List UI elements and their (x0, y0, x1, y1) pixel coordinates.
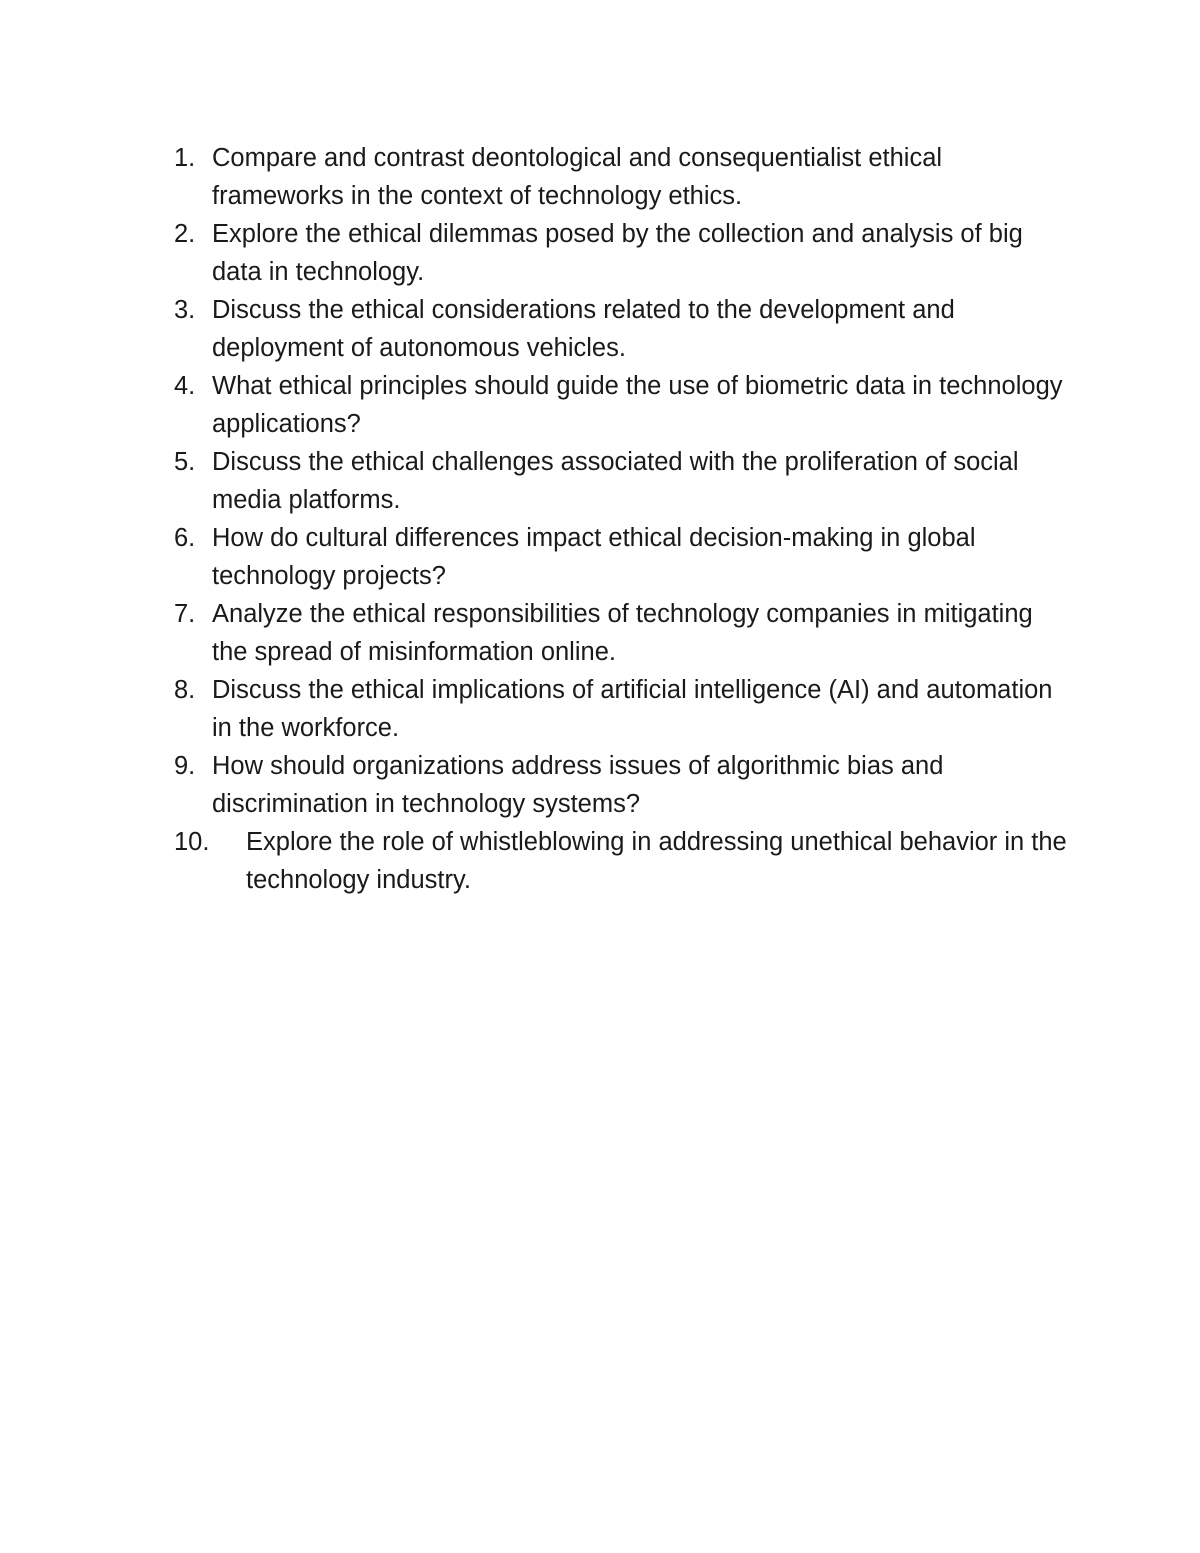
list-item-text: Discuss the ethical implications of artificial intelligence (AI) and automation in the workforce. (212, 676, 1053, 742)
list-item-text: Explore the role of whistleblowing in addressing unethical behavior in the technology industry. (246, 828, 1067, 894)
list-item-number: 1. (174, 144, 196, 172)
list-item-number: 9. (174, 752, 196, 780)
list-item (170, 519, 1070, 595)
list-item-number: 10. (174, 828, 210, 856)
list-item (170, 823, 1070, 899)
list-item-number: 4. (174, 372, 196, 400)
list-item (170, 595, 1070, 671)
list-item (170, 367, 1070, 443)
list-item (170, 139, 1070, 215)
list-item-text: How should organizations address issues of algorithmic bias and discrimination in technology systems? (212, 752, 944, 818)
list-item-number: 2. (174, 220, 196, 248)
list-item-text: How do cultural differences impact ethical decision-making in global technology projects? (212, 524, 976, 590)
list-item (170, 671, 1070, 747)
list-item-text: Analyze the ethical responsibilities of technology companies in mitigating the spread of misinformation online. (212, 600, 1033, 666)
question-list (170, 139, 1070, 899)
list-item-text: Compare and contrast deontological and consequentialist ethical frameworks in the context of technology ethics. (212, 144, 943, 210)
list-item-text: What ethical principles should guide the use of biometric data in technology applications? (212, 372, 1063, 438)
list-item-text: Discuss the ethical considerations related to the development and deployment of autonomous vehicles. (212, 296, 955, 362)
list-item-number: 7. (174, 600, 196, 628)
list-item-number: 8. (174, 676, 196, 704)
list-item-text: Explore the ethical dilemmas posed by the collection and analysis of big data in technology. (212, 220, 1023, 286)
list-item (170, 291, 1070, 367)
list-item-number: 3. (174, 296, 196, 324)
list-item (170, 443, 1070, 519)
list-item-text: Discuss the ethical challenges associated with the proliferation of social media platforms. (212, 448, 1019, 514)
list-item (170, 215, 1070, 291)
list-item (170, 747, 1070, 823)
list-item-number: 6. (174, 524, 196, 552)
list-item-number: 5. (174, 448, 196, 476)
